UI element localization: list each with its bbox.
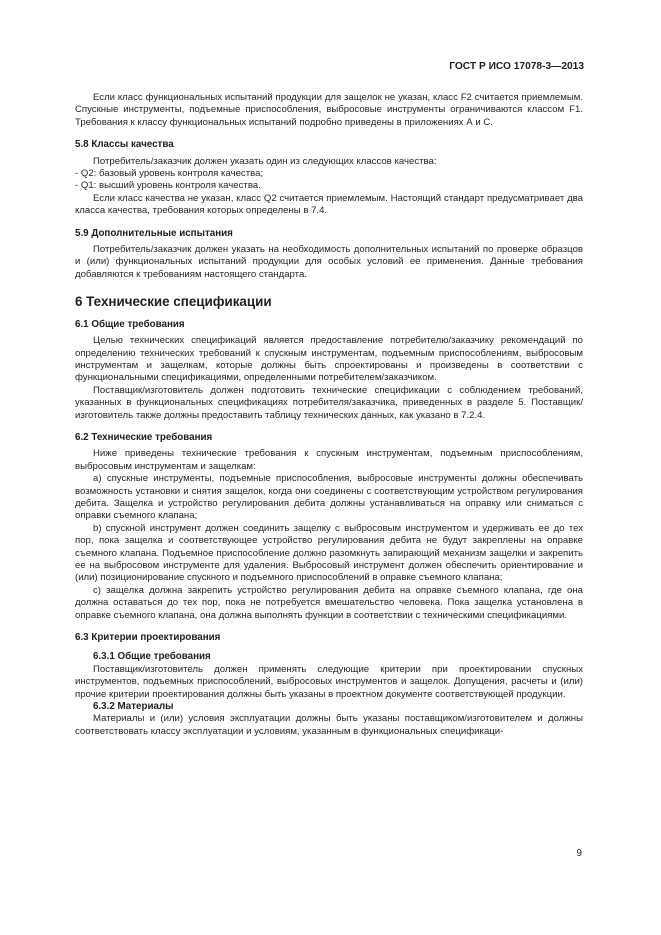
- document-header: ГОСТ Р ИСО 17078-3—2013: [449, 61, 584, 72]
- section-6-1-paragraph: Поставщик/изготовитель должен подготовить технические спецификации с соблюдением требований, указанных в функциональных спецификациях потребителя/заказчика, приведенных в разделе 5. Поставщик/изготовитель также должны предоставить таблицу технических данных, как указано в 7.2.4.: [75, 384, 583, 421]
- section-5-8-paragraph: Если класс качества не указан, класс Q2 считается приемлемым. Настоящий стандарт предусматривает два класса качества, требования которых определены в 7.4.: [75, 192, 583, 217]
- section-6-2-paragraph: Ниже приведены технические требования к спускным инструментам, подъемным приспособлениям, выбросовым инструментам и защелкам:: [75, 448, 583, 472]
- section-6-2-heading: 6.2 Технические требования: [75, 431, 213, 443]
- section-6-3-heading: 6.3 Критерии проектирования: [75, 632, 221, 644]
- section-6-3-2-heading: 6.3.2 Материалы: [93, 701, 174, 713]
- section-5-8-paragraph: Потребитель/заказчик должен указать один из следующих классов качества:: [93, 155, 437, 167]
- section-5-9-paragraph: Потребитель/заказчик должен указать на необходимость дополнительных испытаний по проверке образцов и (или) функциональных испытаний продукции для особых условий ее применения. Данные требования добавляются к требованиям настоящего стандарта.: [75, 244, 583, 280]
- page-body: [75, 92, 583, 738]
- quality-class-list-item: - Q1: высший уровень контроля качества.: [75, 180, 261, 192]
- section-5-8-heading: 5.8 Классы качества: [75, 139, 174, 151]
- section-6-3-1-heading: 6.3.1 Общие требования: [93, 651, 211, 663]
- chapter-6-heading: 6 Технические спецификации: [75, 294, 272, 310]
- requirement-item-c: с) защелка должна закрепить устройство регулирования дебита на оправке съемного клапана, где она должна оставаться до тех пор, пока не потребуется вмешательство человека. Пока защелка установлена в оправке съемного клапана, она должна выполнять функции в соответствии с техническими спецификациями.: [75, 584, 583, 621]
- page-number: 9: [576, 848, 582, 859]
- section-6-1-paragraph: Целью технических спецификаций является предоставление потребителю/заказчику рекомендаций по определению технических требований к спускным инструментам, подъемным приспособлениям, выбросовым инструментам и защелкам, которые должны быть спроектированы и произведены в соответствии с функциональными спецификациями, определенными потребителем/заказчиком.: [75, 335, 583, 384]
- intro-paragraph: Если класс функциональных испытаний продукции для защелок не указан, класс F2 считается приемлемым. Спускные инструменты, подъемные приспособления, выбросовые инструменты ограничиваются классом F1. Требования к классу функциональных испытаний подробно приведены в приложениях А и С.: [75, 92, 583, 128]
- section-6-3-2-paragraph: Материалы и (или) условия эксплуатации должны быть указаны поставщиком/изготовителем и должны соответствовать классу эксплуатации и условиям, указанным в функциональных спецификаци-: [75, 713, 583, 737]
- section-6-3-1-paragraph: Поставщик/изготовитель должен применять следующие критерии при проектировании спускных инструментов, подъемных приспособлений, выбросовых инструментов и защелок. Допущения, расчеты и (или) прочие критерии проектирования должны быть указаны в проектном документе соответствующей продукции.: [75, 663, 583, 700]
- requirement-item-a: а) спускные инструменты, подъемные приспособления, выбросовые инструменты должны обеспечивать возможность установки и снятия защелок, когда они соединены с соответствующим устройством регулирования дебита. Защелка и устройство регулирования дебита должны устанавливаться на оправку или сниматься с оправки съемного клапана;: [75, 473, 583, 522]
- quality-class-list-item: - Q2: базовый уровень контроля качества;: [75, 168, 264, 180]
- section-5-9-heading: 5.9 Дополнительные испытания: [75, 227, 233, 239]
- requirement-item-b: b) спускной инструмент должен соединить защелку с выбросовым инструментом и удерживать ее до тех пор, пока защелка и соответствующее устройство регулирования дебита не будут закреплены на оправке съемного клапана. Подъемное приспособление должно разомкнуть запирающий механизм защелки и закрепить ее на выбросовом инструменте для удаления. Выбросовый инструмент должен обеспечить ориентирование и (или) позиционирование спускного и подъемного приспособлений в оправке съемного клапана;: [75, 522, 583, 584]
- section-6-1-heading: 6.1 Общие требования: [75, 318, 185, 330]
